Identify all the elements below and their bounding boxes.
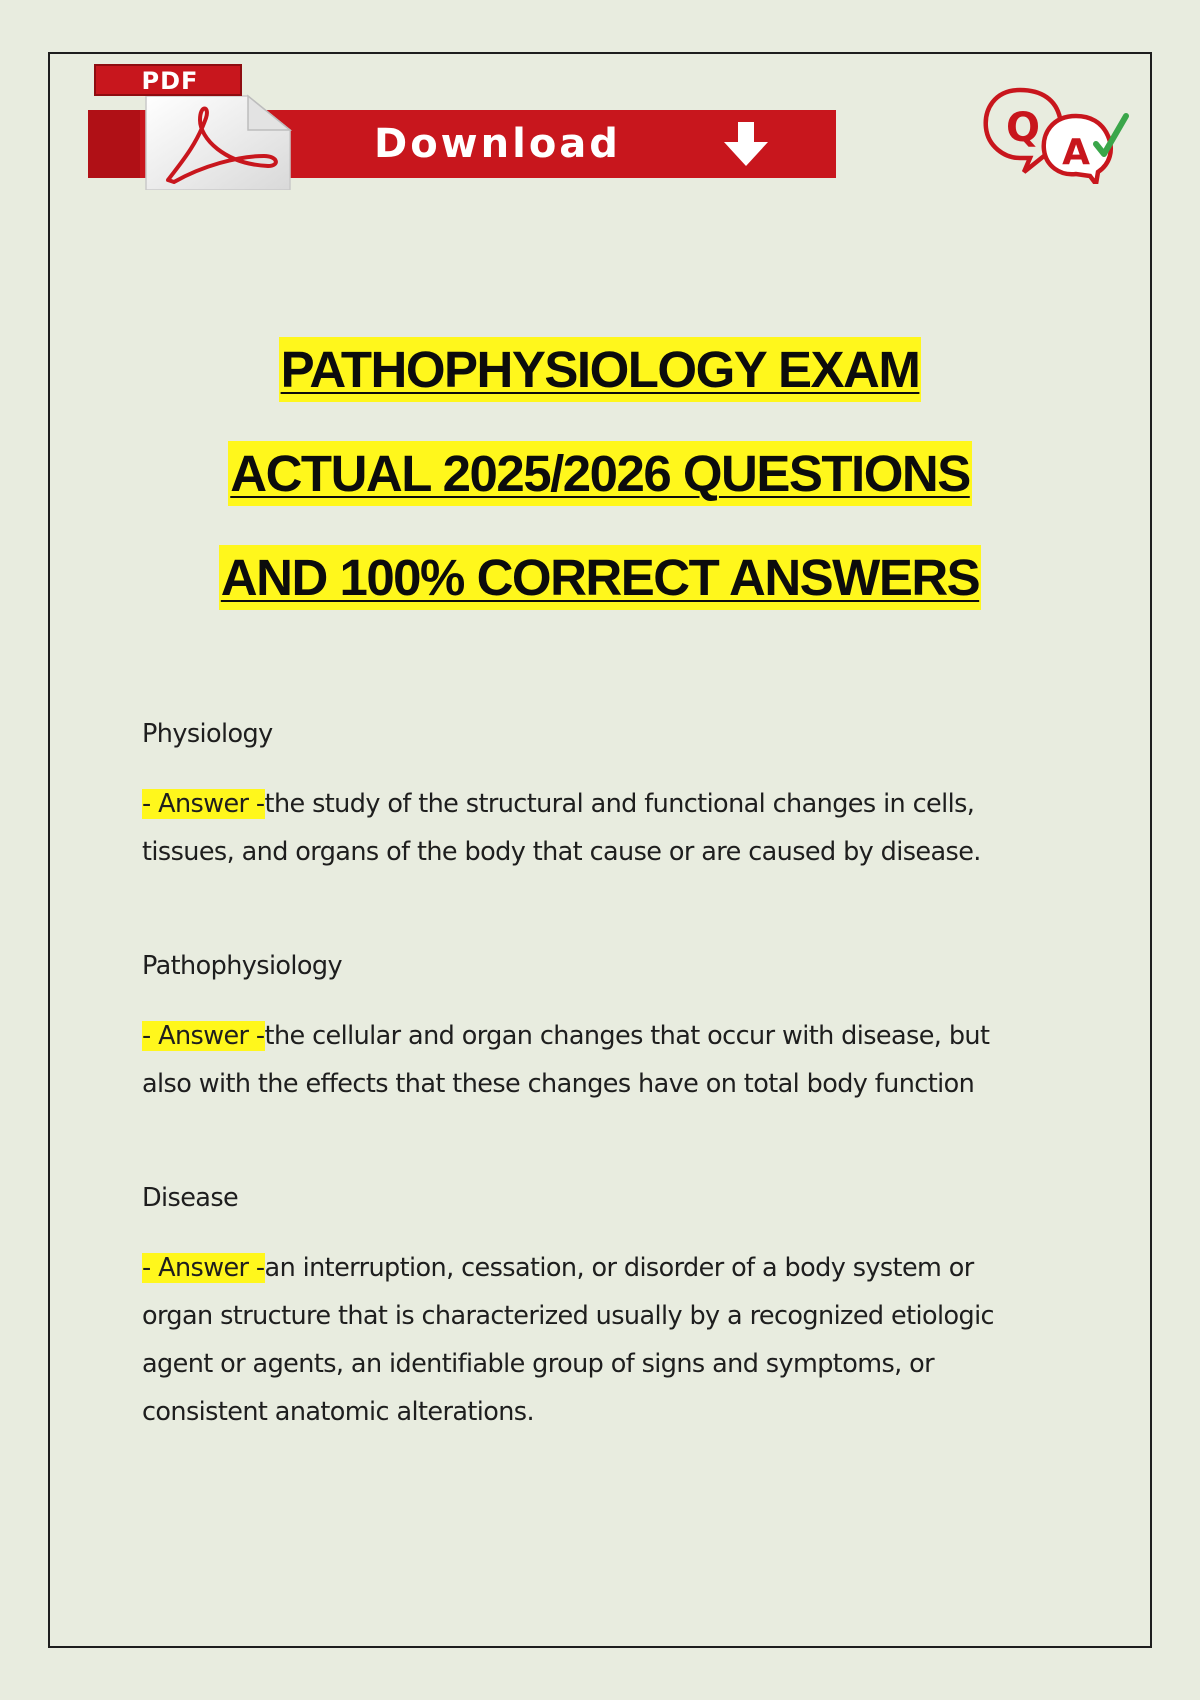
question-term: Pathophysiology bbox=[142, 951, 342, 981]
answer-text bbox=[142, 1012, 1042, 1108]
pdf-label: PDF bbox=[141, 67, 199, 95]
title-line: AND 100% CORRECT ANSWERS bbox=[219, 545, 981, 610]
question-term: Disease bbox=[142, 1183, 239, 1213]
pdf-label-tab bbox=[94, 64, 242, 96]
banner-bar-edge bbox=[88, 110, 140, 178]
question-term: Physiology bbox=[142, 719, 273, 749]
answer-tag: - Answer - bbox=[142, 789, 265, 819]
download-label[interactable]: Download bbox=[374, 121, 621, 167]
answer-tag: - Answer - bbox=[142, 1021, 265, 1051]
pdf-download-banner[interactable] bbox=[88, 64, 836, 190]
qa-item bbox=[142, 712, 1042, 876]
qa-list bbox=[142, 712, 1042, 1504]
answer-text bbox=[142, 780, 1042, 876]
qa-item bbox=[142, 1176, 1042, 1436]
document-title bbox=[0, 318, 1200, 630]
qa-logo-icon bbox=[980, 84, 1140, 184]
qa-logo-a: A bbox=[1062, 132, 1090, 173]
title-line: ACTUAL 2025/2026 QUESTIONS bbox=[228, 441, 972, 506]
qa-logo-q: Q bbox=[1005, 105, 1041, 151]
answer-body: an interruption, cessation, or disorder of a body system or organ structure that is characterized usually by a recognized etiologic agent or agents, an identifiable group of signs and symptoms, or consistent anatomic alterations. bbox=[142, 1253, 994, 1427]
answer-body: the cellular and organ changes that occur with disease, but also with the effects that these changes have on total body function bbox=[142, 1021, 990, 1099]
answer-text bbox=[142, 1244, 1042, 1436]
download-arrow-icon[interactable] bbox=[716, 120, 776, 168]
answer-tag: - Answer - bbox=[142, 1253, 265, 1283]
qa-item bbox=[142, 944, 1042, 1108]
answer-body: the study of the structural and functional changes in cells, tissues, and organs of the body that cause or are caused by disease. bbox=[142, 789, 981, 867]
title-line: PATHOPHYSIOLOGY EXAM bbox=[279, 337, 922, 402]
